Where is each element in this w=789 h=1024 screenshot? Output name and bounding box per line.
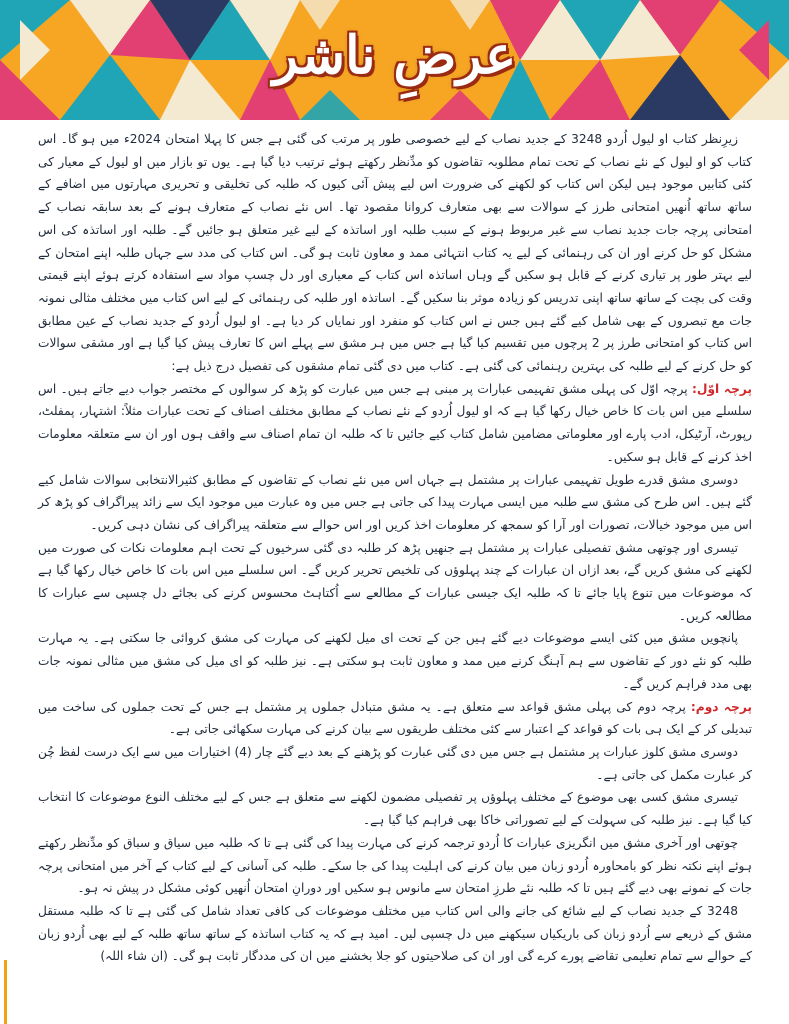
- publisher-note-body: [38, 128, 752, 968]
- paragraph-paper-1: [38, 378, 752, 469]
- page-title: عرضِ ناشر: [272, 25, 517, 86]
- paragraph-essay: تیسری مشق کسی بھی موضوع کے مختلف پہلوؤں پر تفصیلی مضمون لکھنے سے متعلق ہے جس کے لیے مختلف النوع موضوعات کا انتخاب کیا گیا ہے۔ نیز طلبہ کی سہولت کے لیے تصوراتی خاکا بھی فراہم کیا گیا ہے۔: [38, 790, 752, 828]
- page-edge-stripe: [4, 960, 7, 1024]
- paragraph-closing: 3248 کے جدید نصاب کے لیے شائع کی جانے والی اس کتاب میں مختلف موضوعات کی کافی تعداد شامل کی گئی ہے تا کہ طلبہ مستقل مشق کے ذریعے سے اُردو زبان کی باریکیاں سیکھنے میں دل چسپی لیں۔ امید ہے کہ یہ کتاب اساتذہ کے ساتھ ساتھ طلبہ کے لیے بھی اُردو زبان کے حوالے سے تمام تعلیمی تقاضے پورے کرے گی اور ان کی صلاحیتوں کو جلا بخشنے میں ان کی مددگار ثابت ہو گی۔ (ان شاء اللہ): [38, 903, 752, 964]
- paragraph-translation: چوتھی اور آخری مشق میں انگریزی عبارات کا اُردو ترجمہ کرنے کی مہارت پیدا کی گئی ہے تا کہ طلبہ میں سیاق و سباق کو مدِّنظر رکھتے ہوئے اپنے نکتہ نظر کو بامحاورہ اُردو زبان میں بیان کرنے کی اہلیت پیدا کی جا سکے۔ طلبہ کی آسانی کے لیے کتاب کے آخر میں امتحانی پرچہ جات کے نمونے بھی دیے گئے ہیں تا کہ طلبہ نئے طرزِ امتحان سے مانوس ہو سکیں اور دورانِ امتحان اُنھیں کوئی مشکل در پیش نہ ہو۔: [38, 835, 752, 896]
- paragraph-exercise-3-4: تیسری اور چوتھی مشق تفصیلی عبارات پر مشتمل ہے جنھیں پڑھ کر طلبہ دی گئی سرخیوں کے تحت اہم معلومات نکات کی صورت میں لکھنے کی مشق کریں گے، بعد ازاں ان عبارات کے چند پہلوؤں کی تلخیص تحریر کریں گے۔ اس سلسلے میں اس بات کا خاص خیال رکھا گیا ہے کہ موضوعات میں تنوع پایا جائے تا کہ طلبہ ایک جیسی عبارات کے مطالعے سے اُکتاہٹ محسوس کرنے کی بجائے دل چسپی سے عبارات کا مطالعہ کریں۔: [38, 540, 752, 623]
- paragraph-exercise-5: پانچویں مشق میں کئی ایسے موضوعات دیے گئے ہیں جن کے تحت ای میل لکھنے کی مہارت کی مشق کروائی جا سکتی ہے۔ یہ مہارت طلبہ کو نئے دور کے تقاضوں سے ہم آہنگ کرنے میں ممد و معاون ثابت ہو سکتی ہے۔ نیز طلبہ کو ای میل کی مشق میں مثالی نمونہ جات بھی مدد فراہم کریں گے۔: [38, 631, 752, 691]
- paper-1-text: پرچہ اوّل کی پہلی مشق تفہیمی عبارات پر مبنی ہے جس میں عبارت کو پڑھ کر سوالوں کے مختصر جواب دیے جاتے ہیں۔ اس سلسلے میں اس بات کا خاص خیال رکھا گیا ہے کہ او لیول اُردو کے نئے نصاب کے مطابق مختلف اصناف کے تحت عبارات مثلاً: اشتہار، پمفلٹ، رپورٹ، آرٹیکل، ادب پارے اور معلوماتی مضامین شامل کتاب کیے جائیں تا کہ طلبہ ان تمام اصناف سے واقف ہوں اور ان سے متعلقہ معلومات اخذ کرنے کے قابل ہو سکیں۔: [38, 381, 752, 464]
- header-banner: [0, 0, 789, 120]
- paragraph-paper-2: [38, 696, 752, 741]
- paragraph-intro: زیرِنظر کتاب او لیول اُردو 3248 کے جدید نصاب کے لیے خصوصی طور پر مرتب کی گئی ہے جس کا پہلا امتحان 2024ء میں ہو گا۔ اس کتاب کو او لیول کے نئے نصاب کے تحت تمام مطلوبہ تقاضوں کو مدِّنظر رکھتے ہوئے ترتیب دیا گیا ہے۔ یوں تو بازار میں او لیول کے معیار کی کئی کتابیں موجود ہیں لیکن اس کتاب کو لکھنے کی ضرورت اس لیے پیش آئی کیوں کہ طلبہ کی تخلیقی و تحریری مہارتوں میں اضافے کے ساتھ ساتھ اُنھیں امتحانی طرز کے سوالات سے بھی متعارف کروانا مقصود تھا۔ اس نئے نصاب کے متعارف ہونے کے بعد سابقہ نصاب کے امتحانی پرچہ جات جدید نصاب سے غیر مربوط ہونے کے سبب طلبہ اور اساتذہ کے لیے غیر متعلق ہو جائیں گے۔ طلبہ اور اساتذہ کی اس مشکل کو حل کرنے اور ان کی رہنمائی کے لیے یہ کتاب انتہائی ممد و معاون ثابت ہو گی۔ اس کتاب کی مدد سے جہاں طلبہ اپنے امتحان کے لیے بہتر طور پر تیاری کرنے کے قابل ہو سکیں گے وہاں اساتذہ اس کتاب کے معیاری اور دل چسپ مواد سے استفادہ کرتے ہوئے اپنے قیمتی وقت کی بچت کے ساتھ ساتھ اپنی تدریس کو زیادہ موثر بنا سکیں گے۔ اساتذہ اور طلبہ کی رہنمائی کے لیے اس کتاب میں مختلف مثالی نمونہ جات مع تبصروں کے بھی شامل کیے گئے ہیں جس نے اس کتاب کو منفرد اور نمایاں کر دیا ہے۔ او لیول اُردو کے جدید نصاب کے عین مطابق اس کتاب کو امتحانی طرز پر 2 پرچوں میں تقسیم کیا گیا ہے جس میں ہر مشق سے پہلے اس کا تعارف پیش کیا گیا ہے اور مشقی سوالات کو حل کرنے کے لیے طلبہ کی بہترین رہنمائی کی گئی ہے۔ کتاب میں دی گئی تمام مشقوں کی تفصیل درج ذیل ہے:: [38, 132, 753, 374]
- paper-2-text: پرچہ دوم کی پہلی مشق قواعد سے متعلق ہے۔ یہ مشق متبادل جملوں پر مشتمل ہے جس کے تحت جملوں کی ساخت میں تبدیلی کر کے ایک ہی بات کو قواعد کے اعتبار سے کئی مختلف طریقوں سے بیان کرنے کی مہارت سکھائی جاتی ہے۔: [38, 699, 752, 737]
- paragraph-exercise-2: دوسری مشق قدرے طویل تفہیمی عبارات پر مشتمل ہے جہاں اس میں نئے نصاب کے تقاضوں کے مطابق کثیرالانتخابی سوالات شامل کیے گئے ہیں۔ اس طرح کی مشق سے طلبہ میں ایسی مہارت پیدا کی جاتی ہے جس میں وہ عبارت میں موجود ایک سے زائد پیراگراف کو پڑھ کر اس میں موجود خیالات، تصورات اور آرا کو سمجھ کر معلومات اخذ کریں اور اس حوالے سے متعلقہ پیراگراف کی نشان دہی کریں۔: [38, 472, 752, 532]
- paper-2-label: پرچہ دوم:: [690, 699, 752, 714]
- paragraph-cloze: دوسری مشق کلوز عبارات پر مشتمل ہے جس میں دی گئی عبارت کو پڑھنے کے بعد دیے گئے چار (4) اختیارات میں سے ایک درست لفظ چُن کر عبارت مکمل کی جاتی ہے۔: [38, 744, 752, 782]
- paper-1-label: پرچہ اوّل:: [692, 381, 753, 396]
